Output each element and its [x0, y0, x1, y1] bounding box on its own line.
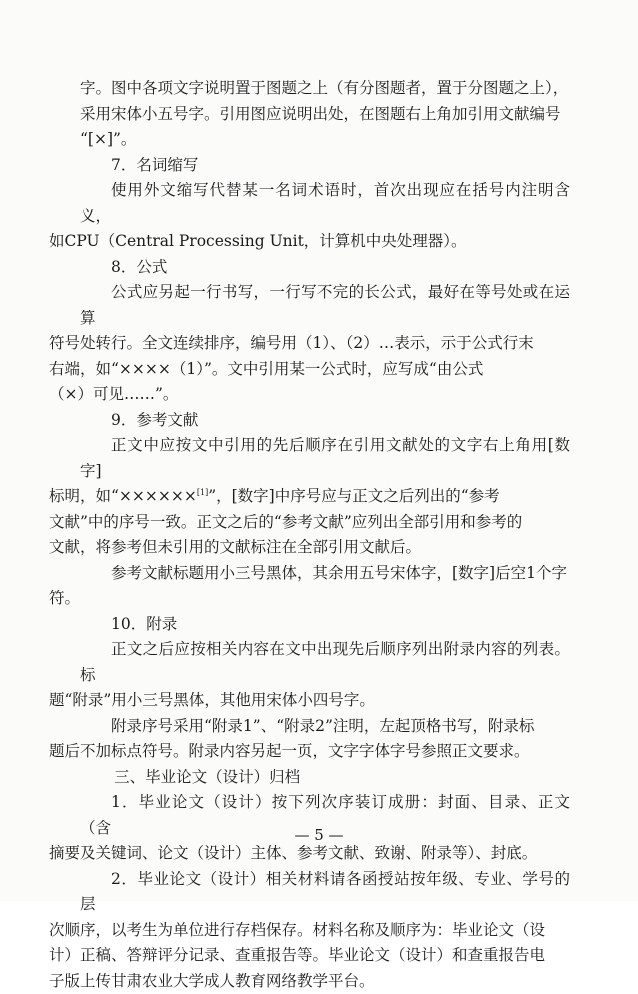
paragraph-references: 正文中应按文中引用的先后顺序在引用文献处的文字右上角用[数字] 标明，如“××××××[1]”，[数字]中序号应与正文之后列出的“参考 文献”中的序号一致。正文之后的“参考文献”应列出全部引用和参考的 文献，将参考但未引用的文献标注在全部引用文献后。	[80, 433, 570, 561]
heading-formulas: 8．公式	[80, 255, 570, 281]
paragraph-formulas: 公式应另起一行书写，一行写不完的长公式，最好在等号处或在运算 符号处转行。全文连续排序，编号用（1）、（2）…表示，示于公式行末 右端，如“××××（1）”。文中引用某一公式时，应写成“由公式 （×）可见……”。	[80, 280, 570, 408]
citation-superscript: [1]	[197, 488, 208, 497]
paragraph-archiving: 2．毕业论文（设计）相关材料请各函授站按年级、专业、学号的层 次顺序，以考生为单位进行存档保存。材料名称及顺序为：毕业论文（设 计）正稿、答辩评分记录、查重报告等。毕业论文（设计）和查重报告电 子版上传甘肃农业大学成人教育网络教学平台。	[80, 867, 570, 994]
heading-abbreviations: 7．名词缩写	[80, 153, 570, 179]
heading-section-archive: 三、毕业论文（设计）归档	[80, 765, 570, 791]
paragraph-binding: 1．毕业论文（设计）按下列次序装订成册：封面、目录、正文（含 摘要及关键词、论文（设计）主体、参考文献、致谢、附录等）、封底。	[80, 790, 570, 867]
heading-appendix: 10．附录	[80, 612, 570, 638]
paragraph-abbreviations: 使用外文缩写代替某一名词术语时，首次出现应在括号内注明含义， 如CPU（Central Processing Unit，计算机中央处理器）。	[80, 178, 570, 255]
page-number: — 5 —	[0, 826, 638, 844]
heading-references: 9．参考文献	[80, 408, 570, 434]
body-text	[80, 76, 570, 994]
paragraph-reference-format: 参考文献标题用小三号黑体，其余用五号宋体字，[数字]后空1个字 符。	[80, 561, 570, 612]
paragraph-appendix: 正文之后应按相关内容在文中出现先后顺序列出附录内容的列表。标 题“附录”用小三号黑体，其他用宋体小四号字。	[80, 637, 570, 714]
paragraph-appendix-numbering: 附录序号采用“附录1”、“附录2”注明，左起顶格书写，附录标 题后不加标点符号。附录内容另起一页，文字字体字号参照正文要求。	[80, 714, 570, 765]
paragraph-figure-captions: 字。图中各项文字说明置于图题之上（有分图题者，置于分图题之上）， 采用宋体小五号字。引用图应说明出处，在图题右上角加引用文献编号 “[×]”。	[80, 76, 570, 153]
